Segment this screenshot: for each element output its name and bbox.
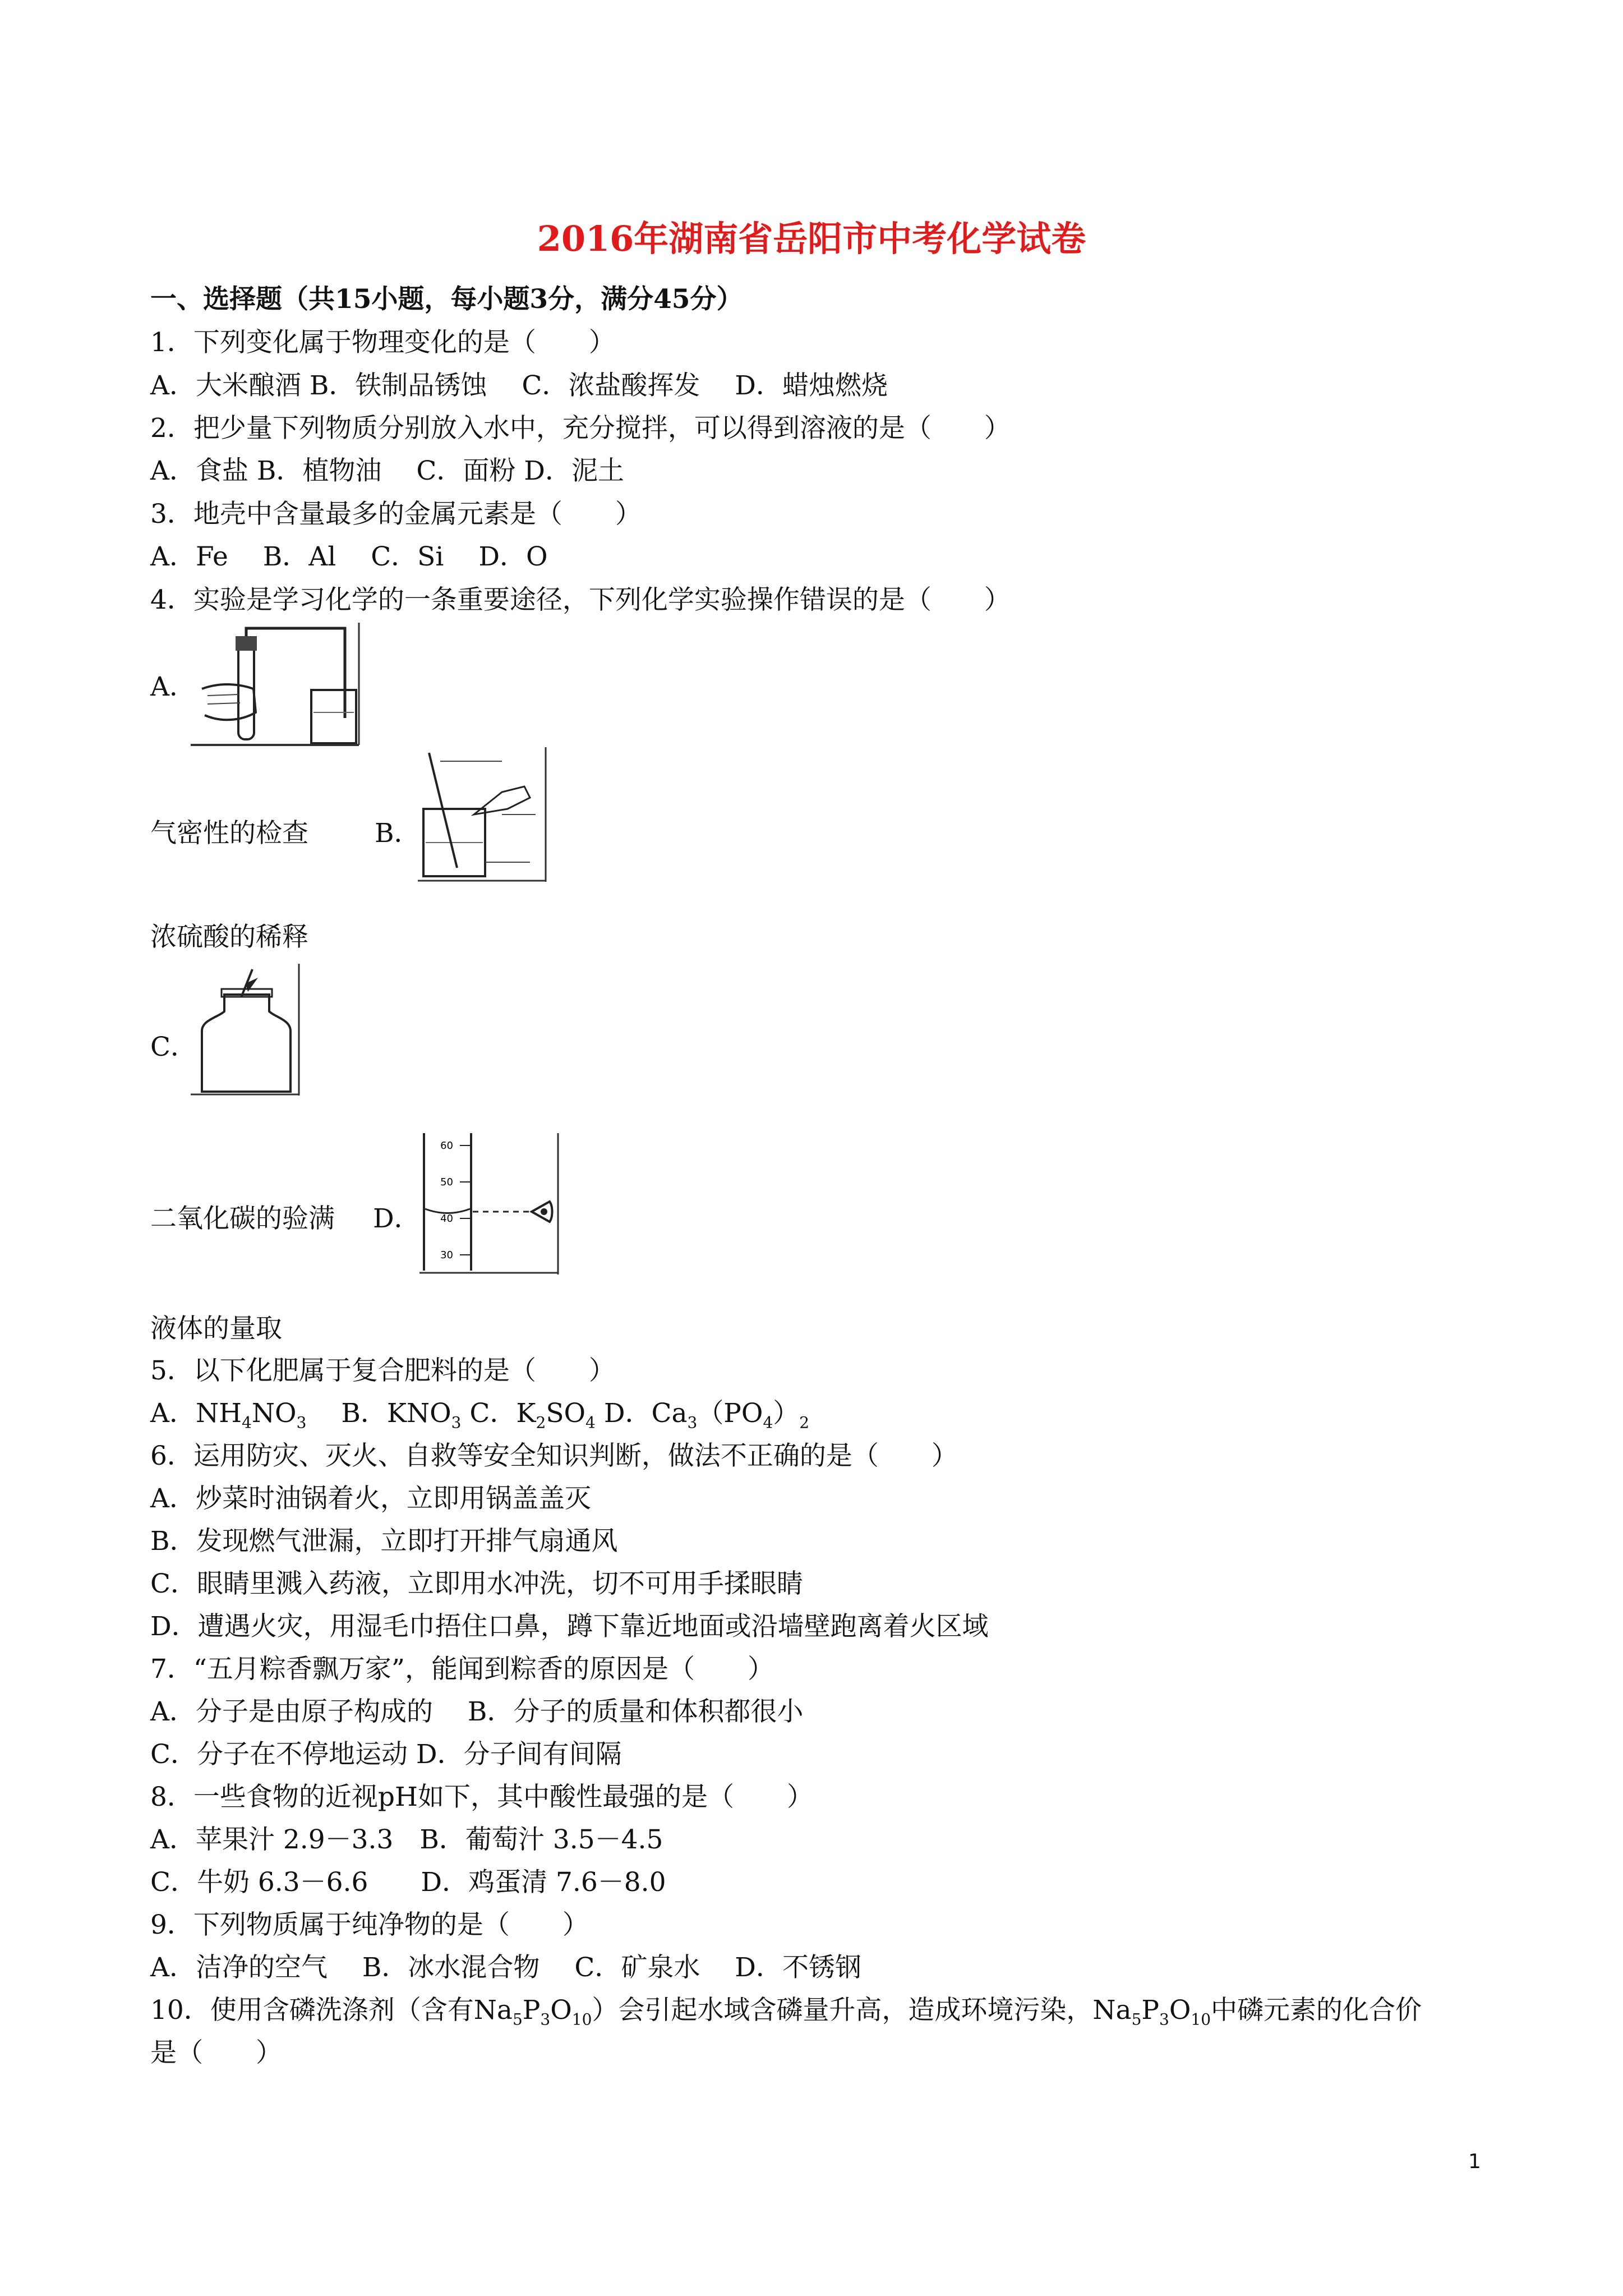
question-2-options: A．食盐 B．植物油 C．面粉 D．泥土 — [150, 455, 624, 486]
question-10-stem: 10．使用含磷洗涤剂（含有$Na_5P_3O_{10}$）会引起水域含磷量升高，造成环境污染，$Na_5P_3O_{10}$中磷元素的化合价 — [150, 1995, 1422, 2029]
question-1-options: A．大米酿酒 B．铁制品锈蚀 C．浓盐酸挥发 D．蜡烛燃烧 — [150, 370, 888, 401]
question-4-option-d-label: D． — [373, 1203, 421, 1234]
question-9-options: A．洁净的空气 B．冰水混合物 C．矿泉水 D．不锈钢 — [150, 1952, 861, 1983]
question-6-stem: 6．运用防灾、灭火、自救等安全知识判断，做法不正确的是（ ） — [150, 1441, 958, 1471]
airtightness-check-figure — [191, 623, 362, 746]
question-9-stem: 9．下列物质属于纯净物的是（ ） — [150, 1910, 589, 1940]
acid-dilution-figure — [418, 747, 547, 882]
question-8-stem: 8．一些食物的近视pH如下，其中酸性最强的是（ ） — [150, 1782, 813, 1812]
question-6-option-b: B．发现燃气泄漏，立即打开排气扇通风 — [150, 1526, 618, 1557]
question-2-stem: 2．把少量下列物质分别放入水中，充分搅拌，可以得到溶液的是（ ） — [150, 413, 1011, 444]
page-number: 1 — [1468, 2150, 1481, 2173]
cylinder-tick-60: 60 — [440, 1140, 453, 1152]
question-8-options-2: C．牛奶 6.3－6.6 D．鸡蛋清 7.6－8.0 — [150, 1867, 666, 1898]
question-4-option-b-label: B． — [375, 818, 421, 849]
cylinder-tick-30: 30 — [440, 1249, 453, 1261]
question-4-option-a-label: A． — [150, 671, 196, 702]
question-5-options: A．$NH_4NO_3$ B．$KNO_3$ C．$K_2SO_4$ D．$Ca_3(PO_4)_2$ — [150, 1398, 810, 1432]
question-4-option-c-caption: 二氧化碳的验满 — [150, 1203, 335, 1234]
cylinder-tick-50: 50 — [440, 1176, 453, 1188]
question-6-option-d: D．遭遇火灾，用湿毛巾捂住口鼻，蹲下靠近地面或沿墙壁跑离着火区域 — [150, 1611, 989, 1642]
question-4-option-d-caption: 液体的量取 — [150, 1313, 282, 1344]
question-6-option-a: A．炒菜时油锅着火，立即用锅盖盖灭 — [150, 1483, 591, 1514]
question-3-options: A．Fe B．Al C．Si D．O — [150, 541, 548, 572]
question-7-options-2: C．分子在不停地运动 D．分子间有间隔 — [150, 1739, 622, 1770]
question-4-option-a-caption: 气密性的检查 — [150, 818, 308, 849]
co2-check-figure — [191, 964, 300, 1096]
question-4-option-c-label: C． — [150, 1032, 197, 1062]
question-4-stem: 4．实验是学习化学的一条重要途径，下列化学实验操作错误的是（ ） — [150, 585, 1011, 615]
page-title: 2016年湖南省岳阳市中考化学试卷 — [537, 218, 1086, 259]
section-heading: 一、选择题（共15小题，每小题3分，满分45分） — [150, 284, 743, 315]
question-10-stem-line-2: 是（ ） — [150, 2037, 282, 2068]
question-1-stem: 1．下列变化属于物理变化的是（ ） — [150, 327, 615, 358]
question-3-stem: 3．地壳中含量最多的金属元素是（ ） — [150, 499, 642, 530]
question-7-stem: 7．“五月粽香飘万家”，能闻到粽香的原因是（ ） — [150, 1654, 774, 1685]
question-5-stem: 5．以下化肥属于复合肥料的是（ ） — [150, 1355, 615, 1386]
question-8-options-1: A．苹果汁 2.9－3.3 B．葡萄汁 3.5－4.5 — [150, 1824, 663, 1855]
question-4-option-b-caption: 浓硫酸的稀释 — [150, 922, 308, 953]
question-6-option-c: C．眼睛里溅入药液，立即用水冲洗，切不可用手揉眼睛 — [150, 1568, 803, 1599]
measuring-cylinder-figure — [419, 1133, 560, 1274]
question-7-options-1: A．分子是由原子构成的 B．分子的质量和体积都很小 — [150, 1696, 804, 1727]
cylinder-tick-40: 40 — [440, 1213, 453, 1225]
